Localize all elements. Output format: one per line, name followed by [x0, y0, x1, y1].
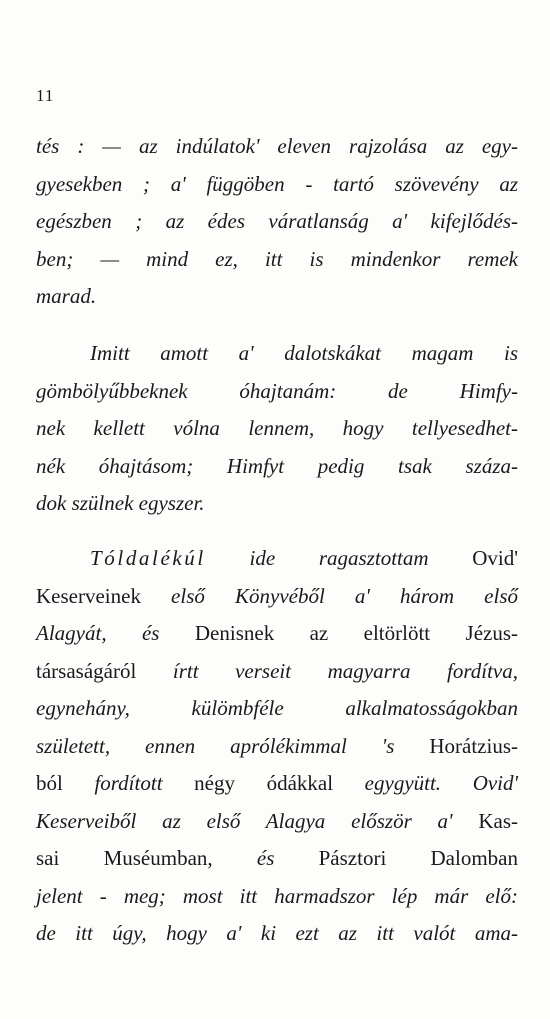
text-line: Imitt amott a' dalotskákat magam is — [90, 341, 518, 365]
roman-fragment: négy ódákkal — [194, 771, 334, 795]
text-line: gyesekben ; a' függöben - tartó szövevény az — [36, 171, 518, 196]
text-line — [36, 615, 518, 653]
text-line: marad. — [36, 284, 97, 308]
text-line: de itt úgy, hogy a' ki ezt az itt valót ama- — [36, 921, 518, 945]
roman-fragment: Ovid' — [472, 546, 518, 570]
text-line: dok szülnek egyszer. — [36, 491, 205, 515]
text-fragment: egygyütt. — [333, 771, 473, 795]
roman-fragment: ból — [36, 771, 63, 795]
text-fragment: Ovid' — [472, 771, 518, 795]
roman-fragment: társaságáról — [36, 658, 137, 683]
text-line: ben; — mind ez, itt is mindenkor remek — [36, 246, 518, 271]
text-line: egészben ; az édes váratlanság a' kifejlődés- — [36, 209, 518, 233]
roman-fragment: Pásztori Dalomban — [318, 846, 518, 870]
text-fragment: írtt verseit magyarra fordítva, — [136, 658, 518, 683]
paragraph-3 — [36, 540, 518, 953]
text-fragment: Keserveiből az első Alagya először a' — [36, 808, 479, 833]
text-fragment: Könyvéből a' három első — [235, 583, 518, 608]
text-line — [36, 765, 518, 803]
text-fragment: Alagyát, és — [36, 621, 195, 645]
text-fragment: és — [212, 846, 319, 870]
text-line: tés : — az indúlatok' eleven rajzolása az egy- — [36, 134, 518, 158]
roman-fragment: Keserveinek — [36, 583, 141, 608]
text-line — [36, 840, 518, 878]
text-line — [36, 653, 518, 691]
paragraph-2 — [36, 335, 518, 523]
spaced-word: Tóldalékúl — [90, 546, 206, 570]
text-line — [36, 578, 518, 616]
text-line — [36, 540, 518, 578]
text-line: gömbölyűbbeknek óhajtanám: de Himfy- — [36, 378, 518, 403]
paragraph-1 — [36, 128, 518, 316]
roman-fragment: Horátzius- — [429, 733, 518, 758]
text-line — [36, 803, 518, 841]
text-fragment: fordított — [62, 771, 195, 795]
text-line: egynehány, külömbféle alkalmatosságokban — [36, 696, 518, 720]
roman-fragment: sai Muséumban, — [36, 846, 213, 870]
text-line: nék óhajtásom; Himfyt pedig tsak száza- — [36, 453, 518, 478]
text-line: jelent - meg; most itt harmadszor lép már elő: — [36, 883, 518, 908]
text-fragment: született, ennen aprólékimmal 's — [36, 733, 430, 758]
page-number: 11 — [36, 86, 55, 105]
text-fragment: első — [140, 583, 235, 608]
text-line: nek kellett vólna lennem, hogy tellyesedhet- — [36, 416, 518, 440]
roman-fragment: Denisnek az eltörlött Jézus- — [194, 621, 519, 645]
roman-fragment: Kas- — [478, 808, 518, 833]
text-line — [36, 728, 518, 766]
text-fragment: ide ragasztottam — [205, 546, 473, 570]
